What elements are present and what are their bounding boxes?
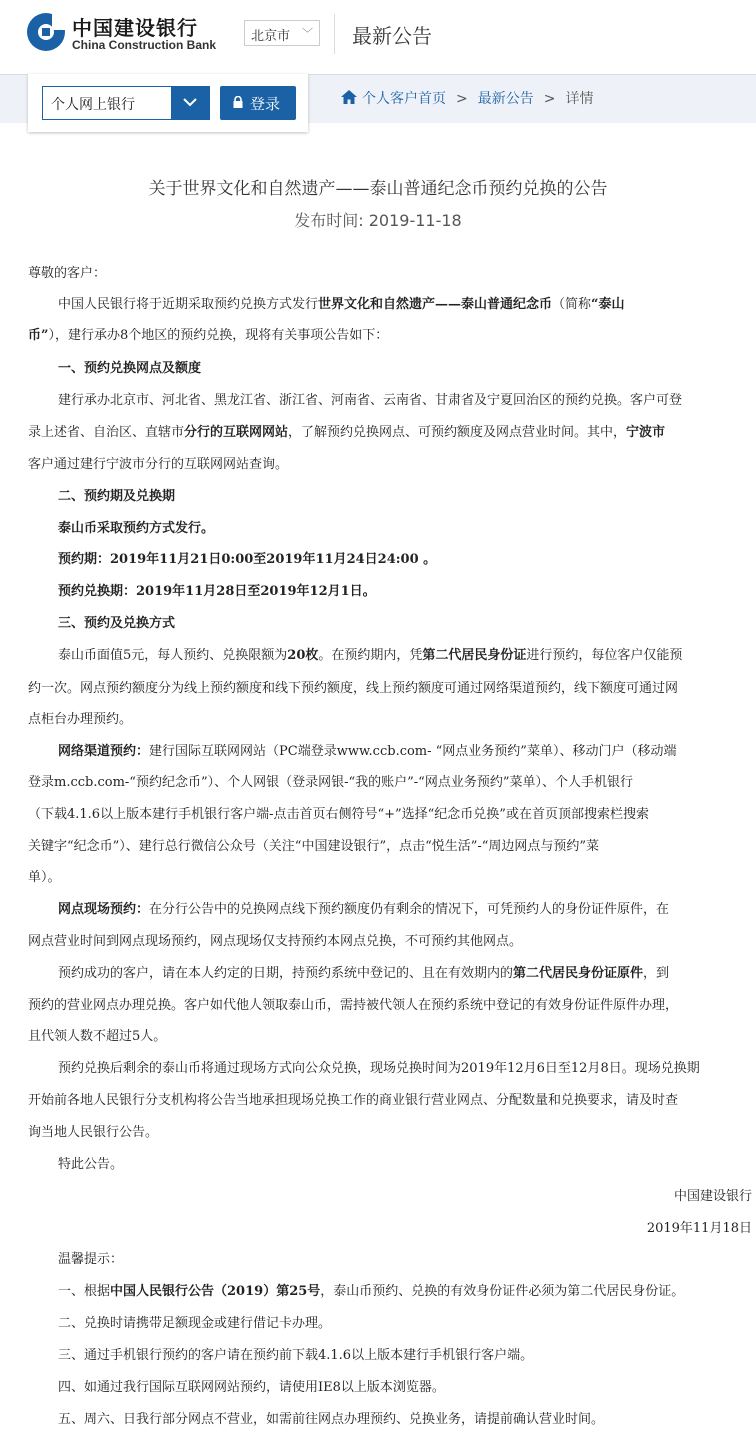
article-title: 关于世界文化和自然遗产——泰山普通纪念币预约兑换的公告 [148,179,608,199]
section-heading: 二、预约期及兑换期 [58,489,176,504]
section-heading: 三、预约及兑换方式 [58,616,176,631]
greeting: 尊敬的客户： [28,266,107,281]
paragraph-line: 网点现场预约：在分行公告中的兑换网点线下预约额度仍有剩余的情况下，可凭预约人的身份证件原件，在 [58,902,670,917]
paragraph-line: （下载4.1.6以上版本建行手机银行客户端-点击首页右侧符号“+”选择“纪念币兑换”或在首页顶部搜索栏搜索 [28,807,649,822]
channel-select[interactable] [42,86,210,120]
paragraph-line: 网络渠道预约：建行国际互联网网站（PC端登录www.ccb.com- “网点业务预约”菜单）、移动门户（移动端 [58,744,677,759]
section-heading: 一、预约兑换网点及额度 [58,361,202,376]
login-button[interactable] [220,86,296,120]
city-selector[interactable] [244,20,320,46]
breadcrumb-notices[interactable]: 最新公告 [477,91,534,107]
header-divider [334,14,335,54]
chevron-down-icon[interactable] [171,87,209,119]
ccb-logo-icon[interactable] [26,12,66,52]
paragraph-line: 关键字“纪念币”）、建行总行微信公众号（关注“中国建设银行”，点击“悦生活”-“周边网点与预约”菜 [28,839,600,854]
paragraph-line: 币”），建行承办8个地区的预约兑换，现将有关事项公告如下： [28,328,389,343]
paragraph-line: 网点营业时间到网点现场预约，网点现场仅支持预约本网点兑换，不可预约其他网点。 [28,934,523,949]
paragraph-line: 预约成功的客户，请在本人约定的日期，持预约系统中登记的、且在有效期内的第二代居民身份证原件，到 [58,966,670,981]
signature-date: 2019年11月18日 [646,1221,752,1236]
closing-line: 特此公告。 [58,1157,124,1172]
publish-date: 发布时间: 2019-11-18 [294,211,462,230]
breadcrumb-separator: > [543,91,556,107]
paragraph-line: 预约兑换后剩余的泰山币将通过现场方式向公众兑换，现场兑换时间为2019年12月6日至12月8日。现场兑换期 [58,1061,700,1076]
paragraph-line: 泰山币采取预约方式发行。 [58,521,215,536]
channel-select-value: 个人网上银行 [51,97,135,113]
paragraph-line: 录上述省、自治区、直辖市分行的互联网网站，了解预约兑换网点、可预约额度及网点营业时间。其中，宁波市 [28,425,666,440]
tip-item: 二、兑换时请携带足额现金或建行借记卡办理。 [58,1316,332,1331]
breadcrumb-home[interactable]: 个人客户首页 [362,91,446,107]
page-section-title: 最新公告 [352,24,432,48]
brand-name-en: China Construction Bank [72,38,217,52]
paragraph-line: 且代领人数不超过5人。 [28,1029,167,1044]
paragraph-line: 建行承办北京市、河北省、黑龙江省、浙江省、河南省、云南省、甘肃省及宁夏回治区的预约兑换。客户可登 [58,393,683,408]
tip-item: 一、根据中国人民银行公告（2019）第25号，泰山币预约、兑换的有效身份证件必须为第二代居民身份证。 [58,1284,685,1299]
paragraph-line: 单）。 [28,870,61,885]
chevron-down-icon: ﹀ [302,27,313,40]
paragraph-line: 询当地人民银行公告。 [28,1125,159,1140]
paragraph-line: 开始前各地人民银行分支机构将公告当地承担现场兑换工作的商业银行营业网点、分配数量和兑换要求，请及时查 [28,1093,679,1108]
city-value: 北京市 [251,29,291,44]
paragraph-line: 点柜台办理预约。 [28,712,133,727]
tips-heading: 温馨提示： [58,1252,124,1267]
paragraph-line: 泰山币面值5元，每人预约、兑换限额为20枚。在预约期内，凭第二代居民身份证进行预约，每位客户仅能预 [58,648,683,663]
paragraph-line: 预约的营业网点办理兑换。客户如代他人领取泰山币，需持被代领人在预约系统中登记的有效身份证件原件办理， [28,998,679,1013]
tip-item: 四、如通过我行国际互联网网站预约，请使用IE8以上版本浏览器。 [58,1380,445,1395]
tip-item: 五、周六、日我行部分网点不营业，如需前往网点办理预约、兑换业务，请提前确认营业时间。 [58,1412,605,1427]
site-header [0,0,756,72]
lock-icon [232,96,244,108]
paragraph-line: 预约期：2019年11月21日0:00至2019年11月24日24:00 。 [58,552,437,567]
login-button-label: 登录 [250,95,281,113]
signature-org: 中国建设银行 [673,1189,752,1204]
paragraph-line: 中国人民银行将于近期采取预约兑换方式发行世界文化和自然遗产——泰山普通纪念币（简称“泰山 [58,297,625,312]
paragraph-line: 约一次。网点预约额度分为线上预约额度和线下预约额度，线上预约额度可通过网络渠道预约，线下额度可通过网 [28,681,679,696]
breadcrumb [340,88,593,108]
home-icon[interactable] [340,89,358,105]
breadcrumb-current: 详情 [565,91,594,107]
paragraph-line: 预约兑换期：2019年11月28日至2019年12月1日。 [58,584,376,599]
paragraph-line: 登录m.ccb.com-“预约纪念币”）、个人网银（登录网银-“我的账户”-“网点业务预约”菜单）、个人手机银行 [28,775,633,790]
brand-name-cn: 中国建设银行 [72,16,198,40]
paragraph-line: 客户通过建行宁波市分行的互联网网站查询。 [28,457,289,472]
login-panel [28,74,308,132]
breadcrumb-separator: > [456,91,468,107]
tip-item: 三、通过手机银行预约的客户请在预约前下载4.1.6以上版本建行手机银行客户端。 [58,1348,534,1363]
